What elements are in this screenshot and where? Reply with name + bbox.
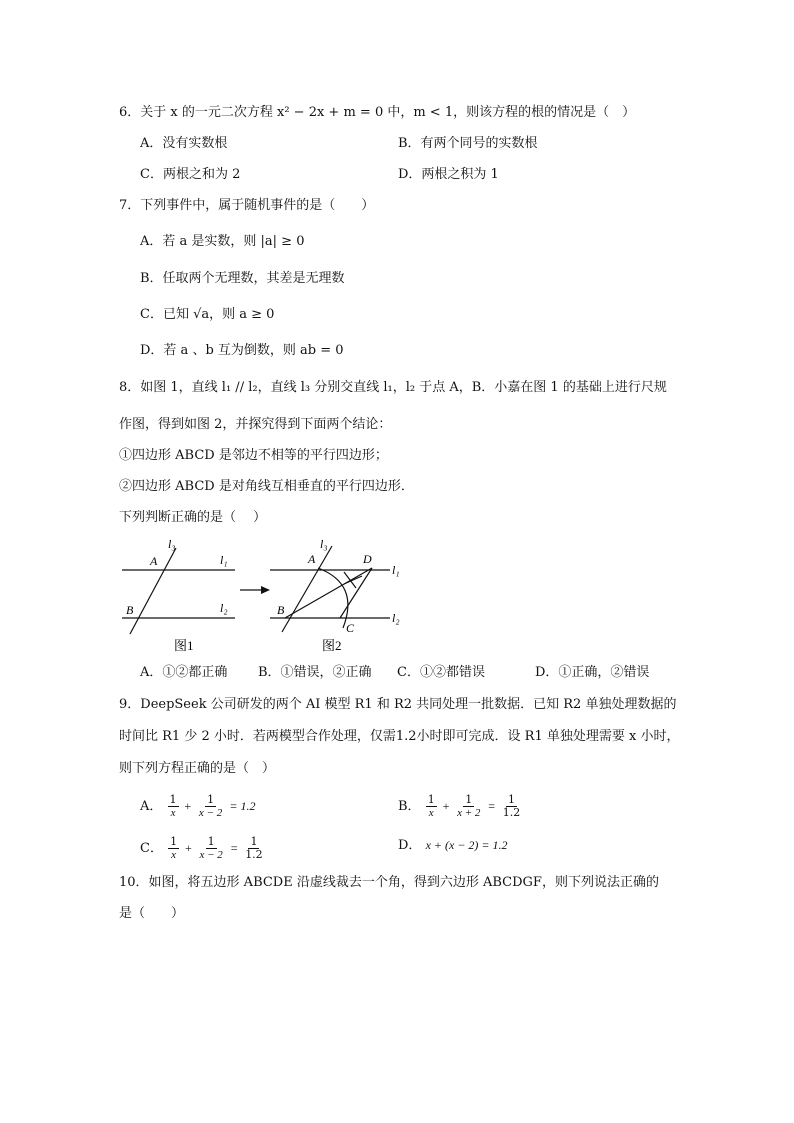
q9-option-b-label: B． — [398, 799, 421, 814]
q6-option-d: D．两根之积为 1 — [398, 167, 499, 182]
q10-stem-line1: 10．如图，将五边形 ABCDE 沿虚线裁去一个角，得到六边形 ABCDGF，则下列说法正确的 — [119, 875, 659, 890]
fig2-label-c: C — [346, 621, 355, 635]
q7-option-b: B．任取两个无理数，其差是无理数 — [140, 271, 345, 286]
q8-stem-line1: 8．如图 1，直线 l₁ // l₂，直线 l₃ 分别交直线 l₁，l₂ 于点 A，B．小嘉在图 1 的基础上进行尺规 — [119, 380, 667, 395]
q8-conclusion-1: ①四边形 ABCD 是邻边不相等的平行四边形； — [119, 448, 388, 463]
arrow-icon — [240, 586, 270, 594]
fig1-label-b: B — [126, 603, 134, 617]
q6-stem: 6．关于 x 的一元二次方程 x² − 2x + m = 0 中，m < 1，则该方程的根的情况是（ ） — [119, 105, 636, 120]
fraction: $\frac{1}{x}$ — [169, 793, 177, 819]
q10-stem-line2: 是（ ） — [119, 906, 185, 921]
q9-stem-line2: 时间比 R1 少 2 小时．若两模型合作处理，仅需1.2小时即可完成．设 R1 单独处理需要 x 小时， — [119, 729, 680, 744]
q9-stem-line1: 9．DeepSeek 公司研发的两个 AI 模型 R1 和 R2 共同处理一批数据．已知 R2 单独处理数据的 — [119, 697, 677, 712]
q9-option-a-label: A． — [140, 799, 163, 814]
fraction: $\frac{1}{1.2}$ — [245, 835, 263, 861]
q8-figures — [110, 532, 410, 657]
fraction: $\frac{1}{x - 2}$ — [199, 835, 223, 861]
fig2-arc-bc — [318, 568, 348, 628]
fraction: $\frac{1}{x - 2}$ — [198, 793, 223, 819]
q9-option-d-label: D． — [398, 838, 422, 853]
q9-option-b: B． $\frac{1}{x}$ + $\frac{1}{x + 2}$ = $\frac{1}{1.2}$ — [398, 793, 521, 819]
fig2-label-l2: l₂ — [392, 611, 400, 625]
fig2-caption: 图2 — [322, 638, 342, 653]
q6-option-a: A．没有实数根 — [140, 136, 228, 151]
q7-option-c: C．已知 √a，则 a ≥ 0 — [140, 307, 275, 322]
q9-option-c: C． $\frac{1}{x}$ + $\frac{1}{x - 2}$ = $\frac{1}{1.2}$ — [140, 835, 263, 861]
q7-stem: 7．下列事件中，属于随机事件的是（ ） — [119, 198, 375, 213]
q9-option-a: A． $\frac{1}{x}$ + $\frac{1}{x - 2}$ = 1.2 — [140, 793, 256, 819]
fig1-label-l3: l₃ — [168, 537, 176, 551]
q6-option-b: B．有两个同号的实数根 — [398, 136, 538, 151]
q8-option-d: D．①正确，②错误 — [535, 665, 650, 680]
figure-2 — [270, 546, 390, 632]
q7-option-d: D．若 a 、b 互为倒数，则 ab = 0 — [140, 343, 344, 358]
fig2-label-d: D — [363, 552, 372, 566]
fig2-label-l3: l₃ — [320, 537, 328, 551]
fraction: $\frac{1}{x}$ — [170, 835, 178, 861]
fig2-segment-bd — [285, 568, 372, 618]
q9-option-c-label: C． — [140, 841, 163, 856]
fig2-label-b: B — [277, 603, 285, 617]
q8-prompt: 下列判断正确的是（ ） — [119, 510, 267, 525]
q8-option-c: C．①②都错误 — [397, 665, 485, 680]
q8-stem-line2: 作图，得到如图 2，并探究得到下面两个结论： — [119, 417, 392, 432]
q7-option-a: A．若 a 是实数，则 |a| ≥ 0 — [140, 234, 305, 249]
q8-conclusion-2: ②四边形 ABCD 是对角线互相垂直的平行四边形． — [119, 479, 414, 494]
fig1-label-a: A — [150, 554, 158, 568]
fig1-caption: 图1 — [174, 638, 194, 653]
fig2-label-l1: l₁ — [392, 563, 400, 577]
fig1-label-l2: l₂ — [220, 601, 228, 615]
q9-stem-line3: 则下列方程正确的是（ ） — [119, 761, 276, 776]
fig2-line-l3 — [282, 546, 332, 632]
fig2-arc-mark-2 — [344, 576, 362, 584]
q9-option-d-expr: x + (x − 2) = 1.2 — [425, 838, 508, 852]
fig1-label-l1: l₁ — [220, 553, 228, 567]
q8-option-b: B．①错误，②正确 — [258, 665, 372, 680]
figure-1 — [122, 548, 235, 634]
fig2-label-a: A — [308, 552, 316, 566]
q8-option-a: A．①②都正确 — [140, 665, 228, 680]
fraction: $\frac{1}{x}$ — [427, 793, 435, 819]
fraction: $\frac{1}{1.2}$ — [502, 793, 521, 819]
q9-option-d — [398, 836, 508, 855]
fraction: $\frac{1}{x + 2}$ — [457, 793, 481, 819]
fig2-segment-cd — [340, 568, 372, 618]
q6-option-c: C．两根之和为 2 — [140, 167, 241, 182]
